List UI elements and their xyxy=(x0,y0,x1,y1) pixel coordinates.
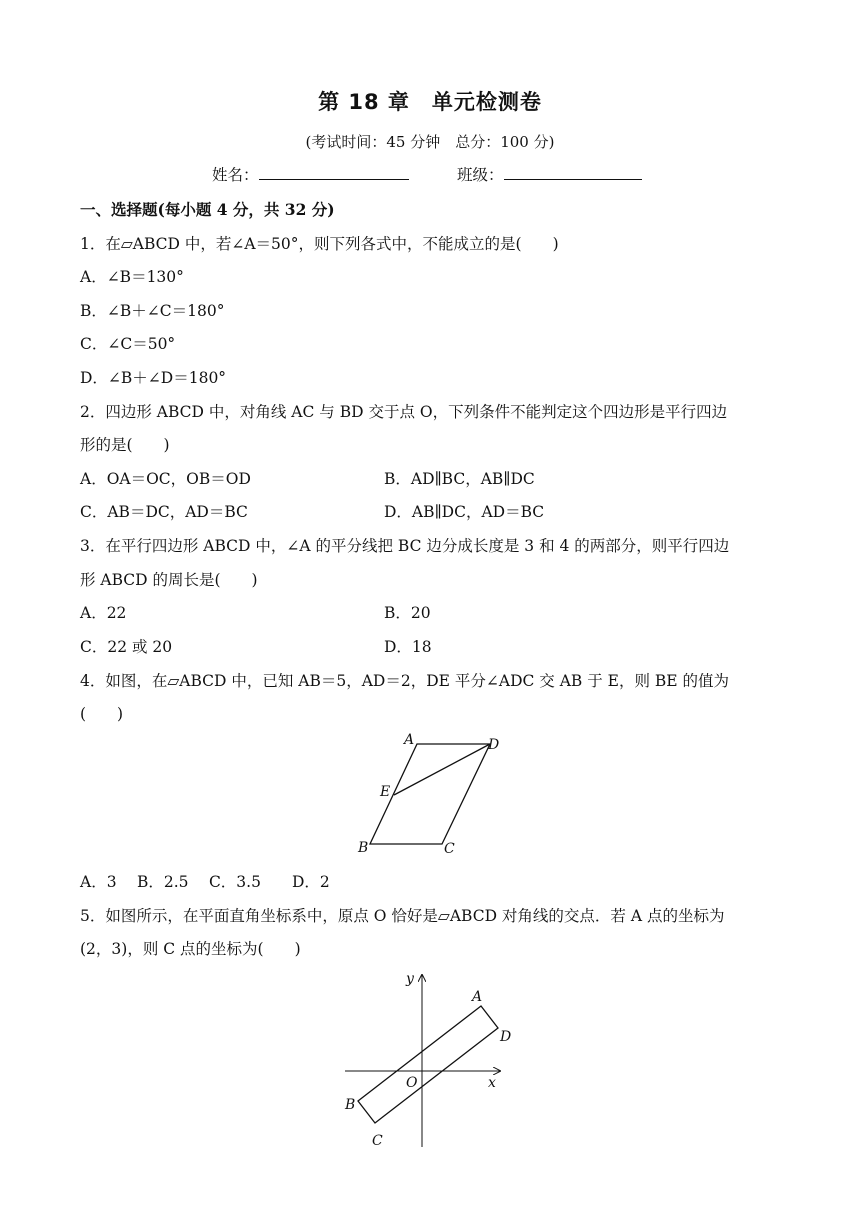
question-2-option-c: C．AB＝DC，AD＝BC xyxy=(80,503,248,521)
question-3-option-d: D．18 xyxy=(384,638,432,656)
label-b: B xyxy=(345,1097,356,1113)
question-2-option-b: B．AD∥BC，AB∥DC xyxy=(384,470,535,488)
question-2-option-a: A．OA＝OC，OB＝OD xyxy=(80,470,251,488)
question-5-stem-line2: (2，3)，则 C 点的坐标为( ) xyxy=(80,940,301,958)
parallelogram-figure xyxy=(340,725,520,860)
label-x: x xyxy=(488,1075,496,1091)
question-1-stem: 1．在▱ABCD 中，若∠A＝50°，则下列各式中，不能成立的是( ) xyxy=(80,235,559,253)
label-d: D xyxy=(500,1029,512,1045)
name-label: 姓名： xyxy=(212,166,259,184)
label-y: y xyxy=(406,971,414,987)
label-d: D xyxy=(488,737,500,753)
question-2-stem-line2: 形的是( ) xyxy=(80,436,170,454)
question-3-option-c: C．22 或 20 xyxy=(80,638,173,656)
question-3-option-a: A．22 xyxy=(80,604,127,622)
question-3-stem-line1: 3．在平行四边形 ABCD 中，∠A 的平分线把 BC 边分成长度是 3 和 4 的两部分，则平行四边 xyxy=(80,537,730,555)
page-title: 第 18 章 单元检测卷 xyxy=(318,90,542,114)
question-4-stem-line1: 4．如图，在▱ABCD 中，已知 AB＝5，AD＝2，DE 平分∠ADC 交 AB 于 E，则 BE 的值为 xyxy=(80,672,730,690)
exam-info: (考试时间：45 分钟 总分：100 分) xyxy=(305,133,555,151)
question-2-option-d: D．AB∥DC，AD＝BC xyxy=(384,503,545,521)
question-2-stem-line1: 2．四边形 ABCD 中，对角线 AC 与 BD 交于点 O，下列条件不能判定这个四边形是平行四边 xyxy=(80,403,728,421)
section-heading: 一、选择题(每小题 4 分，共 32 分) xyxy=(80,200,335,219)
question-1-option-c: C．∠C＝50° xyxy=(80,335,176,353)
coordinate-figure xyxy=(340,965,520,1155)
label-e: E xyxy=(380,784,391,800)
question-4-stem-line2: ( ) xyxy=(80,705,124,723)
label-a: A xyxy=(404,732,415,748)
class-blank xyxy=(504,165,642,180)
question-4-options: A．3 B．2.5 C．3.5 D．2 xyxy=(80,873,330,891)
label-a: A xyxy=(472,989,483,1005)
question-1-option-d: D．∠B＋∠D＝180° xyxy=(80,369,227,387)
label-o: O xyxy=(406,1075,418,1091)
class-field xyxy=(457,163,642,185)
question-3-stem-line2: 形 ABCD 的周长是( ) xyxy=(80,571,258,589)
label-b: B xyxy=(358,840,369,856)
parallelogram-abcd xyxy=(358,1006,498,1123)
question-1-option-b: B．∠B＋∠C＝180° xyxy=(80,302,225,320)
segment-de xyxy=(394,744,490,795)
name-blank xyxy=(259,165,409,180)
question-1-option-a: A．∠B＝130° xyxy=(80,268,184,286)
label-c: C xyxy=(372,1133,383,1149)
name-field xyxy=(212,163,409,185)
label-c: C xyxy=(444,841,455,857)
class-label: 班级： xyxy=(457,166,504,184)
question-5-stem-line1: 5．如图所示，在平面直角坐标系中，原点 O 恰好是▱ABCD 对角线的交点．若 A 点的坐标为 xyxy=(80,907,725,925)
question-3-option-b: B．20 xyxy=(384,604,431,622)
